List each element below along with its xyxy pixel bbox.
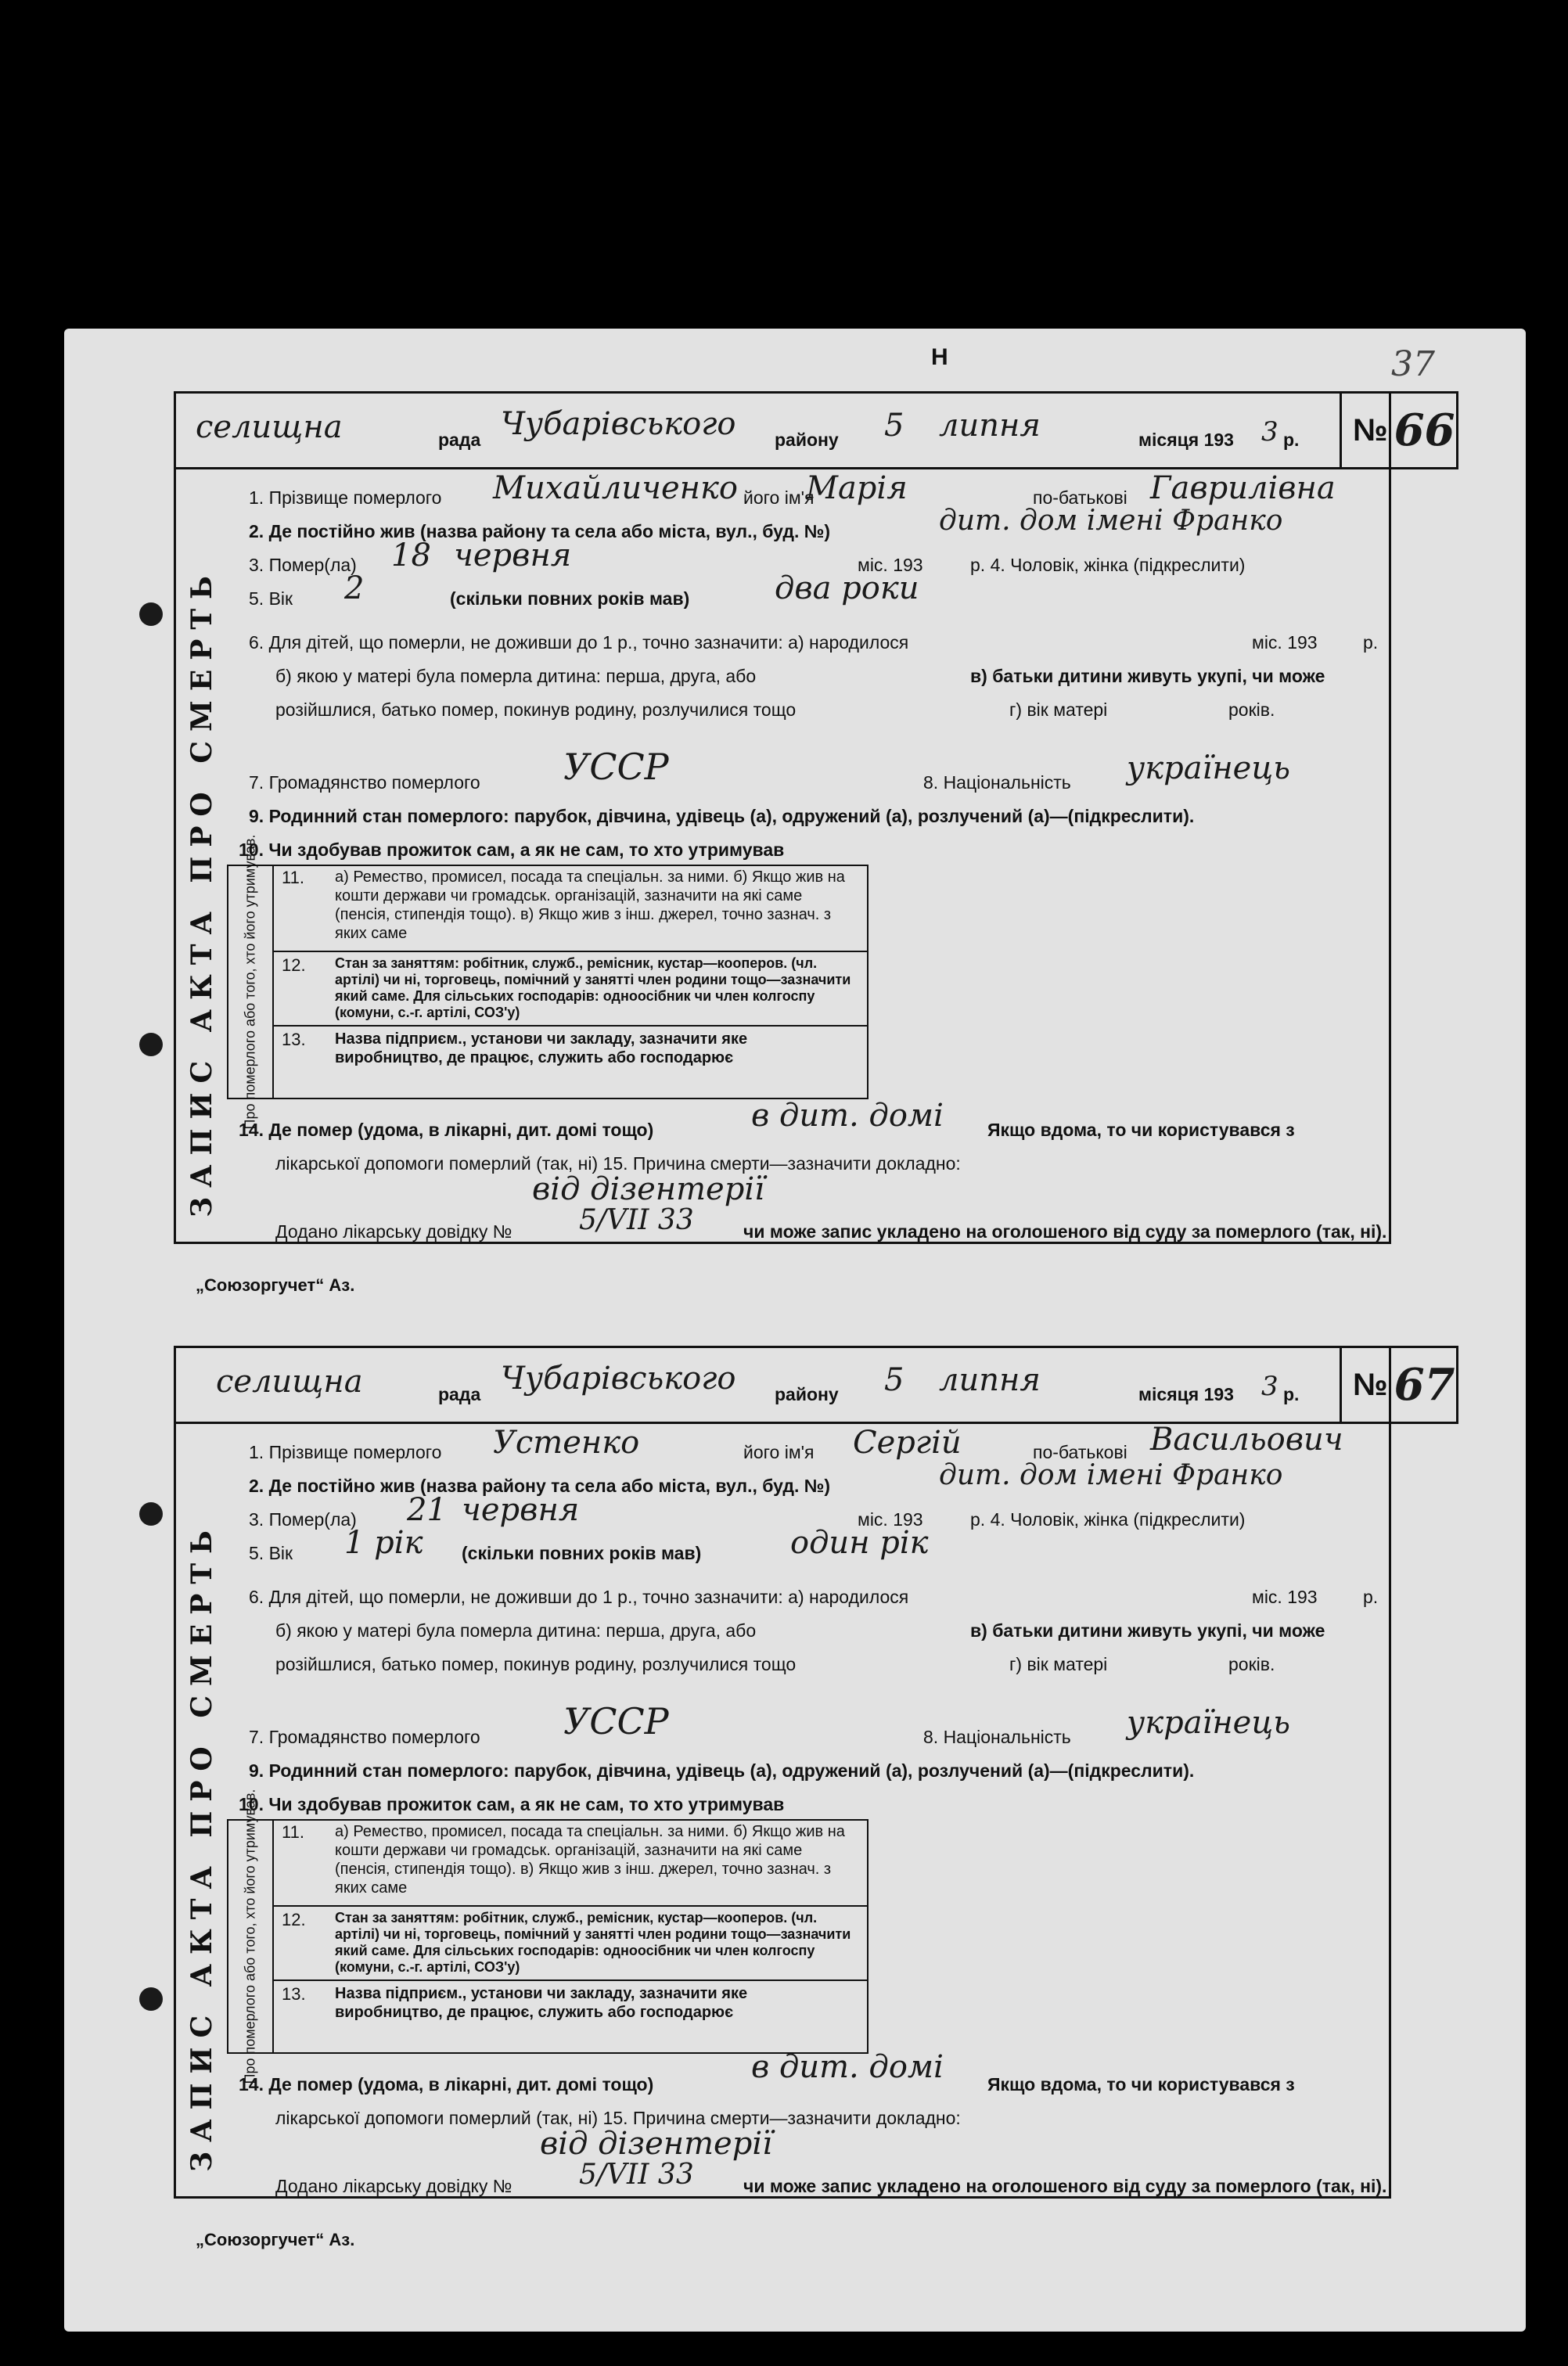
death-day: 21 [407,1492,447,1528]
sheet-number: 37 [1391,344,1435,384]
side-label: ЗАПИС АКТА ПРО СМЕРТЬ [185,566,218,1217]
place-of-death: в дит. домі [751,2049,944,2085]
certificate-number: 5/VII 33 [579,2159,694,2191]
record-day: 5 [884,1362,904,1398]
record-month: липня [939,1362,1041,1398]
first-name: Сергій [853,1425,962,1461]
nationality: українець [1127,750,1291,786]
surname: Устенко [493,1425,640,1461]
record-day: 5 [884,408,904,444]
certificate-number: 5/VII 33 [579,1204,694,1236]
district-name: Чубарівського [501,1361,736,1397]
age-in-words: один рік [790,1525,929,1561]
death-record-form: № 67 селищна рада Чубарівського району 5 липня місяця 193 3 р. ЗАПИС АКТА ПРО СМЕРТЬ 1. Прізвище померлого Устенко його ім'я Сергій по-батькові Васильович 2. Де постійно жив (назва району та села або міста, вул., буд. №) дит. дом імені Франко 3. Помер(ла) 21 червня міс. 193 р. 4. Чоловік, жінка (підкреслити) 5. Вік 1 рік (скільки повних років мав) один рік 6. Для дітей, що померли, не доживши до 1 р., точно зазначити: а) народилося міс. 193 р. б) якою у матері була померла дитина: перша, друга, або в) батьки дитини живуть укупі, чи може розійшлися, батько помер, покинув родину, розлучилися тощо г) вік матері років. 7. Громадянство померлого УССР 8. Національність українець 9. Родинний стан померлого: парубок, дівчина, удівець (а), одружений (а), розлучений (а)—(підкреслити). 10. Чи здобував прожиток сам, а як не сам, то хто утримував Про померлого або того, хто його утримував. 11. а) Ремество, промисел, посада та спеціальн. за ними. б) Якщо жив на кошти держави чи громадськ. організацій, зазначити на які саме (пенсія, стипендія тощо). в) Якщо жив з інш. джерел, точно зазнач. з яких саме 12. Стан за заняттям: робітник, служб., ремісник, кустар—кооперов. (чл. артілі) чи ні, торговець, помічний у занятті член родини тощо—зазначити який саме. Для сільських господарів: одноосібник чи член колгоспу (комуни, с.-г. артілі, СОЗ'у) 13. Назва підприєм., установи чи закладу, зазначити яке виробництво, де працює, служить або господарює 14. Де помер (удома, в лікарні, дит. домі тощо) в дит. домі Якщо вдома, то чи користувався з лікарської допомоги померлий (так, ні) 15. Причина смерти—зазначити докладно: від дізентерії Додано лікарську довідку № 5/VII 33 чи може запис укладено на оголошеного від суду за померлого (так, ні). „Союзоргучет“ Аз. [0,1346,1568,2253]
death-month: червня [462,1492,580,1528]
cause-of-death: від дізентерії [540,2126,772,2162]
citizenship: УССР [563,1700,669,1742]
patronymic: Васильович [1150,1422,1343,1458]
surname: Михайличенко [493,470,738,506]
record-year-digit: 3 [1261,1371,1278,1402]
side-label: ЗАПИС АКТА ПРО СМЕРТЬ [185,1521,218,2172]
place-of-death: в дит. домі [751,1098,944,1134]
cause-of-death: від дізентерії [532,1171,764,1207]
death-day: 18 [391,538,431,574]
soviet-type: селищна [196,409,343,445]
citizenship: УССР [563,746,669,788]
nationality: українець [1127,1705,1291,1741]
record-month: липня [939,408,1041,444]
record-number: 66 [1394,405,1455,456]
age-in-words: два роки [775,570,919,606]
district-name: Чубарівського [501,406,736,442]
first-name: Марія [806,470,908,506]
age: 2 [344,570,365,606]
age: 1 рік [344,1525,423,1561]
residence: дит. дом імені Франко [939,1459,1283,1491]
record-number-box: № 67 [1340,1346,1458,1424]
residence: дит. дом імені Франко [939,505,1283,537]
soviet-type: селищна [216,1364,363,1400]
death-month: червня [454,538,572,574]
record-number-box: № 66 [1340,391,1458,469]
patronymic: Гаврилівна [1150,470,1336,506]
printer-mark: „Союзоргучет“ Аз. [196,1275,355,1295]
death-record-form: № 66 селищна рада Чубарівського району 5 липня місяця 193 3 р. ЗАПИС АКТА ПРО СМЕРТЬ 1. Прізвище померлого Михайличенко його ім'я Марія по-батькові Гаврилівна 2. Де постійно жив (назва району та села або міста, вул., буд. №) дит. дом імені Франко 3. Помер(ла) 18 червня міс. 193 р. 4. Чоловік, жінка (підкреслити) 5. Вік 2 (скільки повних років мав) два роки 6. Для дітей, що померли, не доживши до 1 р., точно зазначити: а) народилося міс. 193 р. б) якою у матері була померла дитина: перша, друга, або в) батьки дитини живуть укупі, чи може розійшлися, батько помер, покинув родину, розлучилися тощо г) вік матері років. 7. Громадянство померлого УССР 8. Національність українець 9. Родинний стан померлого: парубок, дівчина, удівець (а), одружений (а), розлучений (а)—(підкреслити). 10. Чи здобував прожиток сам, а як не сам, то хто утримував Про померлого або того, хто його утримував. 11. а) Ремество, промисел, посада та спеціальн. за ними. б) Якщо жив на кошти держави чи громадськ. організацій, зазначити на які саме (пенсія, стипендія тощо). в) Якщо жив з інш. джерел, точно зазнач. з яких саме 12. Стан за заняттям: робітник, служб., ремісник, кустар—кооперов. (чл. артілі) чи ні, торговець, помічний у занятті член родини тощо—зазначити який саме. Для сільських господарів: одноосібник чи член колгоспу (комуни, с.-г. артілі, СОЗ'у) 13. Назва підприєм., установи чи закладу, зазначити яке виробництво, де працює, служить або господарює 14. Де помер (удома, в лікарні, дит. домі тощо) в дит. домі Якщо вдома, то чи користувався з лікарської допомоги померлий (так, ні) 15. Причина смерти—зазначити докладно: від дізентерії Додано лікарську довідку № 5/VII 33 чи може запис укладено на оголошеного від суду за померлого (так, ні). „Союзоргучет“ Аз. [0,391,1568,1299]
record-number: 67 [1394,1359,1455,1411]
printer-mark: „Союзоргучет“ Аз. [196,2230,355,2249]
record-year-digit: 3 [1261,416,1278,448]
page-letter: Н [931,344,948,370]
